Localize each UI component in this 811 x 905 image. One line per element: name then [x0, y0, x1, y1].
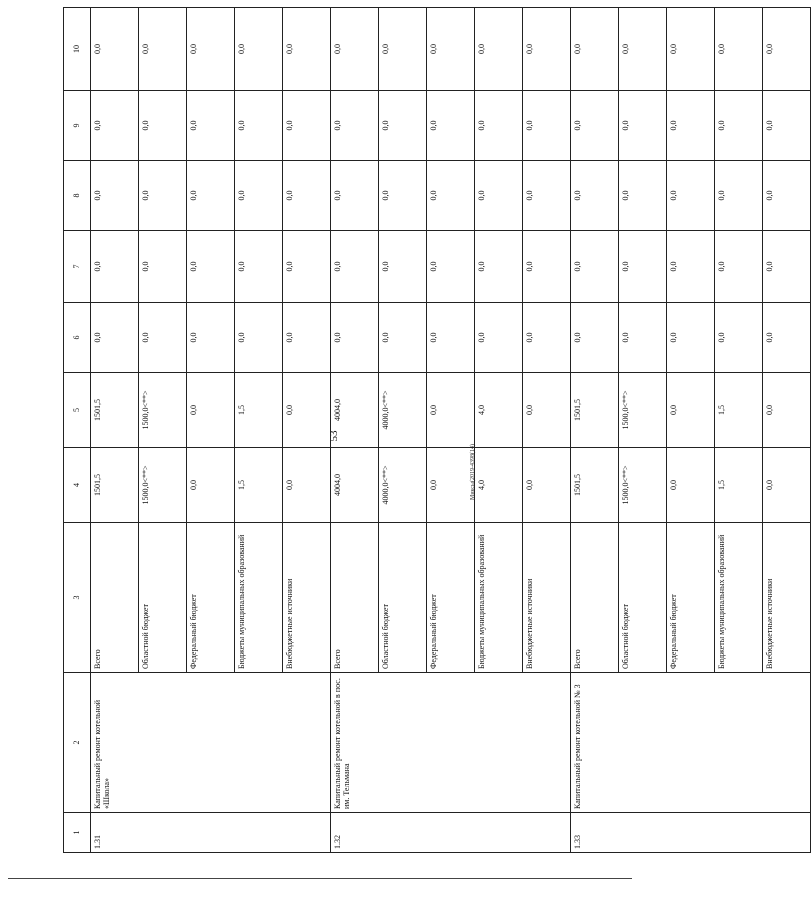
column-header: 3 [64, 523, 91, 673]
value-cell: 1,5 [715, 448, 763, 523]
value-cell: 0,0 [763, 91, 811, 161]
value-cell: 0,0 [283, 373, 331, 448]
value-cell: 1501,5 [571, 448, 619, 523]
value-cell: 0,0 [91, 91, 139, 161]
column-header: 4 [64, 448, 91, 523]
table-row [331, 8, 379, 853]
value-cell: 1500,0<**> [139, 448, 187, 523]
funding-source: Областной бюджет [619, 523, 667, 673]
value-cell: 0,0 [619, 303, 667, 373]
value-cell: 0,0 [763, 303, 811, 373]
value-cell: 0,0 [283, 303, 331, 373]
value-cell: 0,0 [667, 161, 715, 231]
funding-source: Федеральный бюджет [667, 523, 715, 673]
value-cell: 0,0 [91, 303, 139, 373]
value-cell: 0,0 [187, 91, 235, 161]
value-cell: 0,0 [139, 91, 187, 161]
value-cell: 0,0 [475, 231, 523, 303]
value-cell: 0,0 [283, 448, 331, 523]
value-cell: 1501,5 [91, 448, 139, 523]
funding-source: Бюджеты муниципальных образований [715, 523, 763, 673]
value-cell: 0,0 [235, 303, 283, 373]
value-cell: 0,0 [139, 8, 187, 91]
funding-source: Областной бюджет [139, 523, 187, 673]
document-stamp: Миксы(2019-4398(14) [470, 444, 476, 500]
value-cell: 0,0 [235, 8, 283, 91]
value-cell: 0,0 [763, 8, 811, 91]
value-cell: 0,0 [91, 161, 139, 231]
column-header: 6 [64, 303, 91, 373]
value-cell: 0,0 [667, 448, 715, 523]
funding-source: Всего [571, 523, 619, 673]
value-cell: 0,0 [139, 303, 187, 373]
value-cell: 0,0 [523, 8, 571, 91]
column-header: 8 [64, 161, 91, 231]
value-cell: 0,0 [331, 303, 379, 373]
value-cell: 1500,0<**> [619, 448, 667, 523]
value-cell: 0,0 [715, 303, 763, 373]
value-cell: 0,0 [331, 231, 379, 303]
value-cell: 0,0 [187, 373, 235, 448]
funding-source: Всего [91, 523, 139, 673]
budget-table [63, 7, 811, 853]
value-cell: 0,0 [523, 231, 571, 303]
value-cell: 0,0 [667, 231, 715, 303]
column-header: 5 [64, 373, 91, 448]
value-cell: 0,0 [187, 161, 235, 231]
value-cell: 0,0 [427, 373, 475, 448]
value-cell: 1500,0<**> [139, 373, 187, 448]
header-row [64, 8, 91, 853]
value-cell: 0,0 [619, 91, 667, 161]
value-cell: 0,0 [571, 231, 619, 303]
value-cell: 0,0 [667, 91, 715, 161]
table-row [571, 8, 619, 853]
value-cell: 0,0 [667, 8, 715, 91]
value-cell: 0,0 [571, 303, 619, 373]
value-cell: 0,0 [187, 303, 235, 373]
value-cell: 1501,5 [571, 373, 619, 448]
value-cell: 0,0 [763, 448, 811, 523]
value-cell: 0,0 [715, 161, 763, 231]
funding-source: Внебюджетные источники [523, 523, 571, 673]
value-cell: 0,0 [187, 8, 235, 91]
value-cell: 0,0 [571, 161, 619, 231]
value-cell: 0,0 [619, 161, 667, 231]
value-cell: 0,0 [571, 91, 619, 161]
item-name: Капитальный ремонт котельной «Школа» [91, 673, 331, 813]
value-cell: 0,0 [475, 8, 523, 91]
page-number: 53 [328, 430, 340, 442]
value-cell: 0,0 [379, 303, 427, 373]
column-header: 2 [64, 673, 91, 813]
value-cell: 0,0 [763, 373, 811, 448]
funding-source: Внебюджетные источники [283, 523, 331, 673]
item-code: 1.33 [571, 813, 811, 853]
value-cell: 0,0 [379, 231, 427, 303]
value-cell: 0,0 [379, 161, 427, 231]
value-cell: 4,0 [475, 448, 523, 523]
value-cell: 0,0 [715, 8, 763, 91]
value-cell: 0,0 [715, 231, 763, 303]
value-cell: 0,0 [427, 231, 475, 303]
funding-source: Бюджеты муниципальных образований [235, 523, 283, 673]
item-code: 1.32 [331, 813, 571, 853]
value-cell: 1501,5 [91, 373, 139, 448]
value-cell: 1500,0<**> [619, 373, 667, 448]
value-cell: 0,0 [331, 161, 379, 231]
value-cell: 0,0 [283, 8, 331, 91]
value-cell: 0,0 [91, 231, 139, 303]
value-cell: 0,0 [763, 231, 811, 303]
value-cell: 0,0 [571, 8, 619, 91]
value-cell: 0,0 [523, 303, 571, 373]
column-header: 9 [64, 91, 91, 161]
value-cell: 0,0 [283, 231, 331, 303]
value-cell: 0,0 [427, 448, 475, 523]
value-cell: 0,0 [523, 91, 571, 161]
value-cell: 4,0 [475, 373, 523, 448]
value-cell: 0,0 [139, 161, 187, 231]
value-cell: 0,0 [235, 161, 283, 231]
value-cell: 0,0 [667, 373, 715, 448]
value-cell: 0,0 [235, 91, 283, 161]
value-cell: 1,5 [715, 373, 763, 448]
value-cell: 0,0 [475, 91, 523, 161]
value-cell: 1,5 [235, 448, 283, 523]
bottom-rule [8, 878, 632, 879]
value-cell: 1,5 [235, 373, 283, 448]
value-cell: 0,0 [523, 373, 571, 448]
value-cell: 0,0 [427, 161, 475, 231]
item-name: Капитальный ремонт котельной № 3 [571, 673, 811, 813]
value-cell: 0,0 [427, 91, 475, 161]
funding-source: Федеральный бюджет [427, 523, 475, 673]
value-cell: 0,0 [523, 448, 571, 523]
value-cell: 0,0 [187, 448, 235, 523]
value-cell: 0,0 [763, 161, 811, 231]
value-cell: 0,0 [235, 231, 283, 303]
column-header: 10 [64, 8, 91, 91]
value-cell: 0,0 [379, 91, 427, 161]
funding-source: Федеральный бюджет [187, 523, 235, 673]
column-header: 1 [64, 813, 91, 853]
value-cell: 0,0 [283, 161, 331, 231]
item-code: 1.31 [91, 813, 331, 853]
value-cell: 0,0 [91, 8, 139, 91]
table-body [91, 8, 811, 853]
funding-source: Всего [331, 523, 379, 673]
item-name: Капитальный ремонт котельной в пос. им. Тельмана [331, 673, 571, 813]
value-cell: 0,0 [427, 8, 475, 91]
value-cell: 0,0 [187, 231, 235, 303]
funding-source: Бюджеты муниципальных образований [475, 523, 523, 673]
value-cell: 4004,0 [331, 373, 379, 448]
value-cell: 0,0 [139, 231, 187, 303]
value-cell: 0,0 [523, 161, 571, 231]
column-header: 7 [64, 231, 91, 303]
value-cell: 0,0 [475, 161, 523, 231]
value-cell: 0,0 [619, 231, 667, 303]
value-cell: 0,0 [715, 91, 763, 161]
funding-source: Внебюджетные источники [763, 523, 811, 673]
value-cell: 0,0 [379, 8, 427, 91]
value-cell: 0,0 [331, 8, 379, 91]
funding-source: Областной бюджет [379, 523, 427, 673]
value-cell: 0,0 [667, 303, 715, 373]
value-cell: 4004,0 [331, 448, 379, 523]
value-cell: 0,0 [475, 303, 523, 373]
value-cell: 0,0 [283, 91, 331, 161]
table-row [91, 8, 139, 853]
value-cell: 0,0 [619, 8, 667, 91]
value-cell: 4000,0<**> [379, 373, 427, 448]
rotated-table-container [63, 8, 774, 853]
value-cell: 0,0 [427, 303, 475, 373]
value-cell: 0,0 [331, 91, 379, 161]
value-cell: 4000,0<**> [379, 448, 427, 523]
